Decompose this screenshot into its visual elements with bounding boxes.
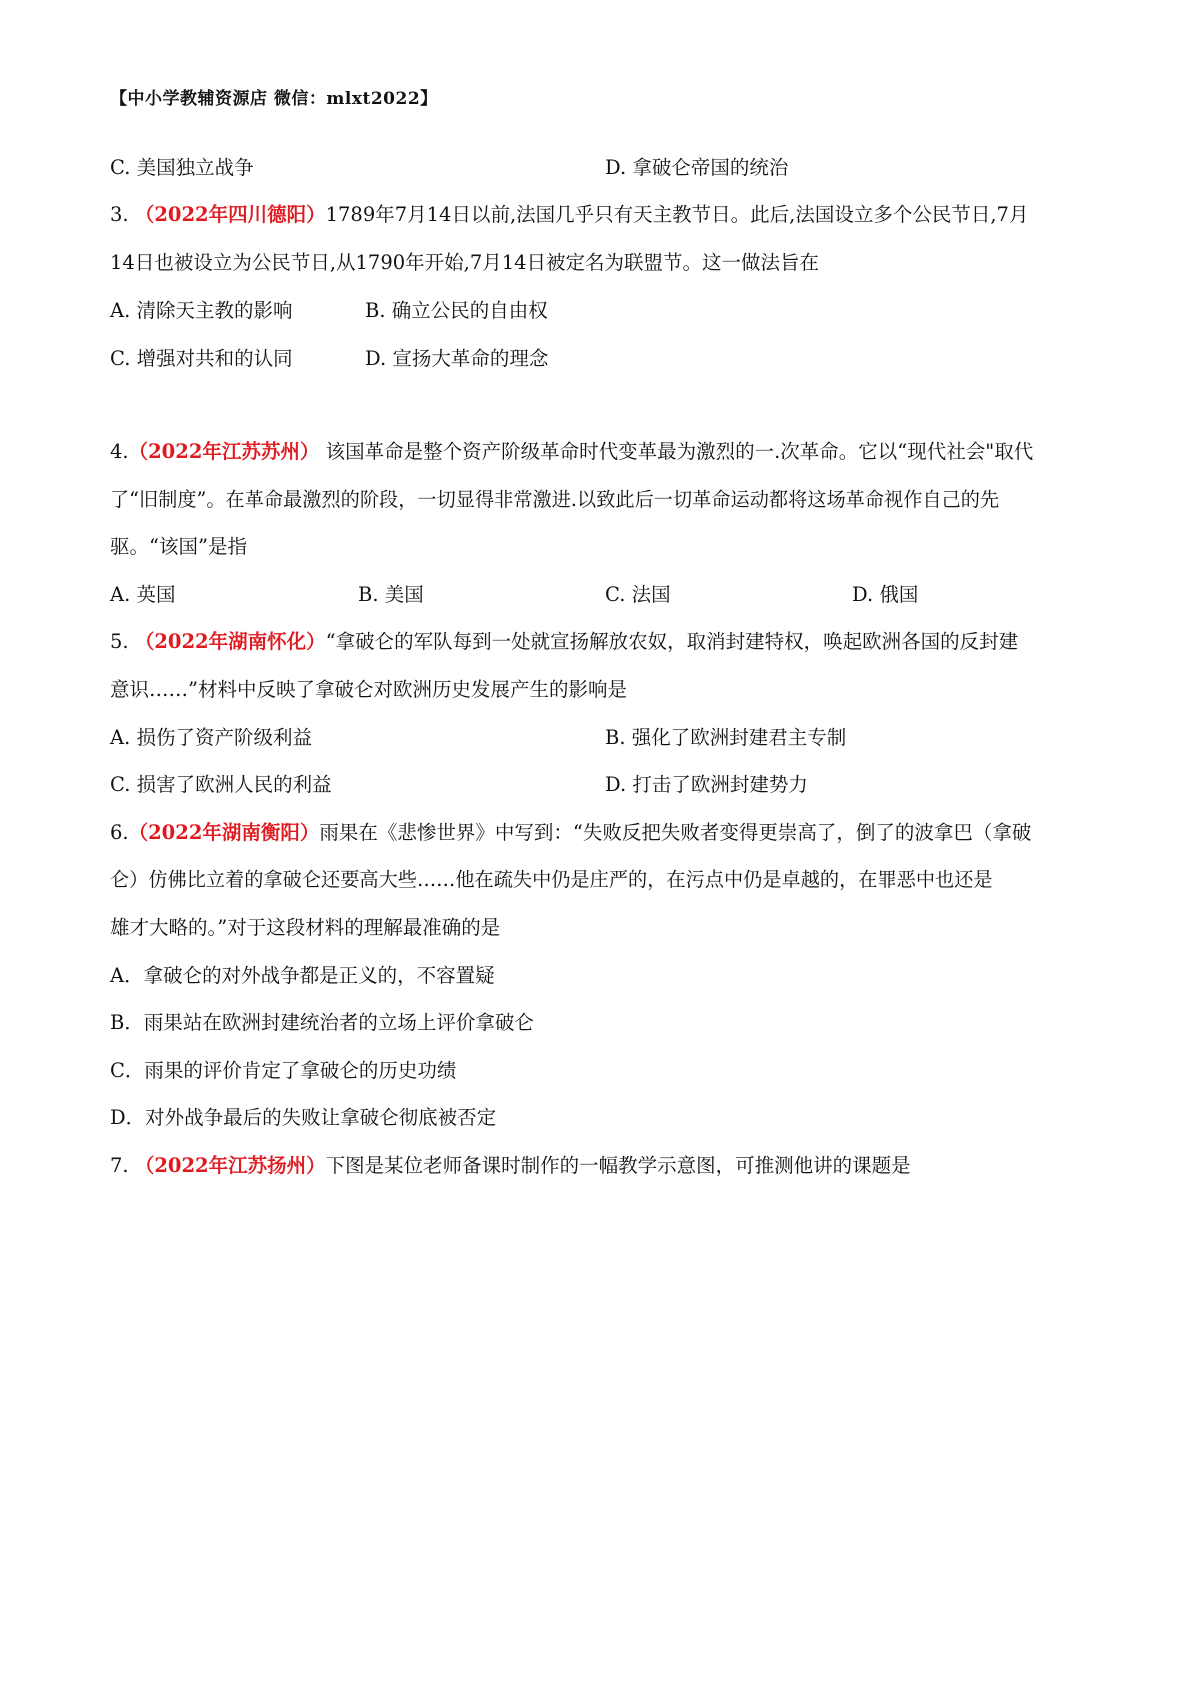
- q7-source: （2022年江苏扬州）: [134, 1154, 326, 1177]
- q7-text: 下图是某位老师备课时制作的一幅教学示意图，可推测他讲的课题是: [325, 1154, 911, 1177]
- q6-source: （2022年湖南衡阳）: [128, 821, 320, 844]
- q6-option-d: D．对外战争最后的失败让拿破仑彻底被否定: [110, 1106, 497, 1129]
- q3-source: （2022年四川德阳）: [134, 203, 326, 226]
- q4-option-d: D. 俄国: [852, 583, 919, 606]
- q6-stem-line3: 雄才大略的。”对于这段材料的理解最准确的是: [110, 916, 501, 939]
- q5-option-d: D. 打击了欧洲封建势力: [605, 773, 808, 796]
- q4-source: （2022年江苏苏州）: [128, 440, 320, 463]
- q3-stem-line1: [110, 201, 1028, 229]
- q2-option-d: D. 拿破仑帝国的统治: [605, 156, 789, 179]
- q4-text: 该国革命是整个资产阶级革命时代变革最为激烈的一.次革命。它以“现代社会"取代: [319, 440, 1034, 463]
- q4-option-c: C. 法国: [605, 583, 671, 606]
- q4-stem-line1: [110, 438, 1033, 466]
- q4-stem-line2: 了“旧制度”。在革命最激烈的阶段，一切显得非常激进.以致此后一切革命运动都将这场革命视作自己的先: [110, 488, 1000, 511]
- q3-option-d: D. 宣扬大革命的理念: [365, 347, 549, 370]
- q4-number: 4.: [110, 440, 129, 463]
- q2-option-c: C. 美国独立战争: [110, 156, 254, 179]
- q3-option-a: A. 清除天主教的影响: [110, 299, 293, 322]
- q4-stem-line3: 驱。“该国”是指: [110, 535, 247, 558]
- q5-option-c: C. 损害了欧洲人民的利益: [110, 773, 332, 796]
- q6-option-b: B．雨果站在欧洲封建统治者的立场上评价拿破仑: [110, 1011, 534, 1034]
- q6-option-a: A．拿破仑的对外战争都是正义的，不容置疑: [110, 964, 495, 987]
- q3-stem-line2: 14日也被设立为公民节日,从1790年开始,7月14日被定名为联盟节。这一做法旨在: [110, 251, 820, 274]
- q5-number: 5.: [110, 630, 135, 653]
- page-header: 【中小学教辅资源店 微信：mlxt2022】: [110, 89, 438, 109]
- q5-text: “拿破仑的军队每到一处就宣扬解放农奴，取消封建特权，唤起欧洲各国的反封建: [325, 630, 1019, 653]
- q7-number: 7.: [110, 1154, 135, 1177]
- q6-option-c: C．雨果的评价肯定了拿破仑的历史功绩: [110, 1059, 457, 1082]
- q5-option-b: B. 强化了欧洲封建君主专制: [605, 726, 847, 749]
- q4-option-a: A. 英国: [110, 583, 176, 606]
- q5-stem-line2: 意识……”材料中反映了拿破仑对欧洲历史发展产生的影响是: [110, 678, 627, 701]
- q6-stem-line2: 仑）仿佛比立着的拿破仑还要高大些……他在疏失中仍是庄严的，在污点中仍是卓越的，在罪恶中也还是: [110, 868, 993, 891]
- q3-text: 1789年7月14日以前,法国几乎只有天主教节日。此后,法国设立多个公民节日,7月: [325, 203, 1029, 226]
- q6-stem-line1: [110, 819, 1031, 847]
- q3-option-b: B. 确立公民的自由权: [365, 299, 548, 322]
- q5-source: （2022年湖南怀化）: [134, 630, 326, 653]
- q6-number: 6.: [110, 821, 129, 844]
- q7-stem-line1: [110, 1152, 911, 1180]
- q6-text: 雨果在《悲惨世界》中写到：“失败反把失败者变得更崇高了，倒了的波拿巴（拿破: [319, 821, 1032, 844]
- q3-number: 3.: [110, 203, 135, 226]
- q5-stem-line1: [110, 628, 1018, 656]
- q4-option-b: B. 美国: [358, 583, 424, 606]
- q5-option-a: A. 损伤了资产阶级利益: [110, 726, 312, 749]
- q3-option-c: C. 增强对共和的认同: [110, 347, 293, 370]
